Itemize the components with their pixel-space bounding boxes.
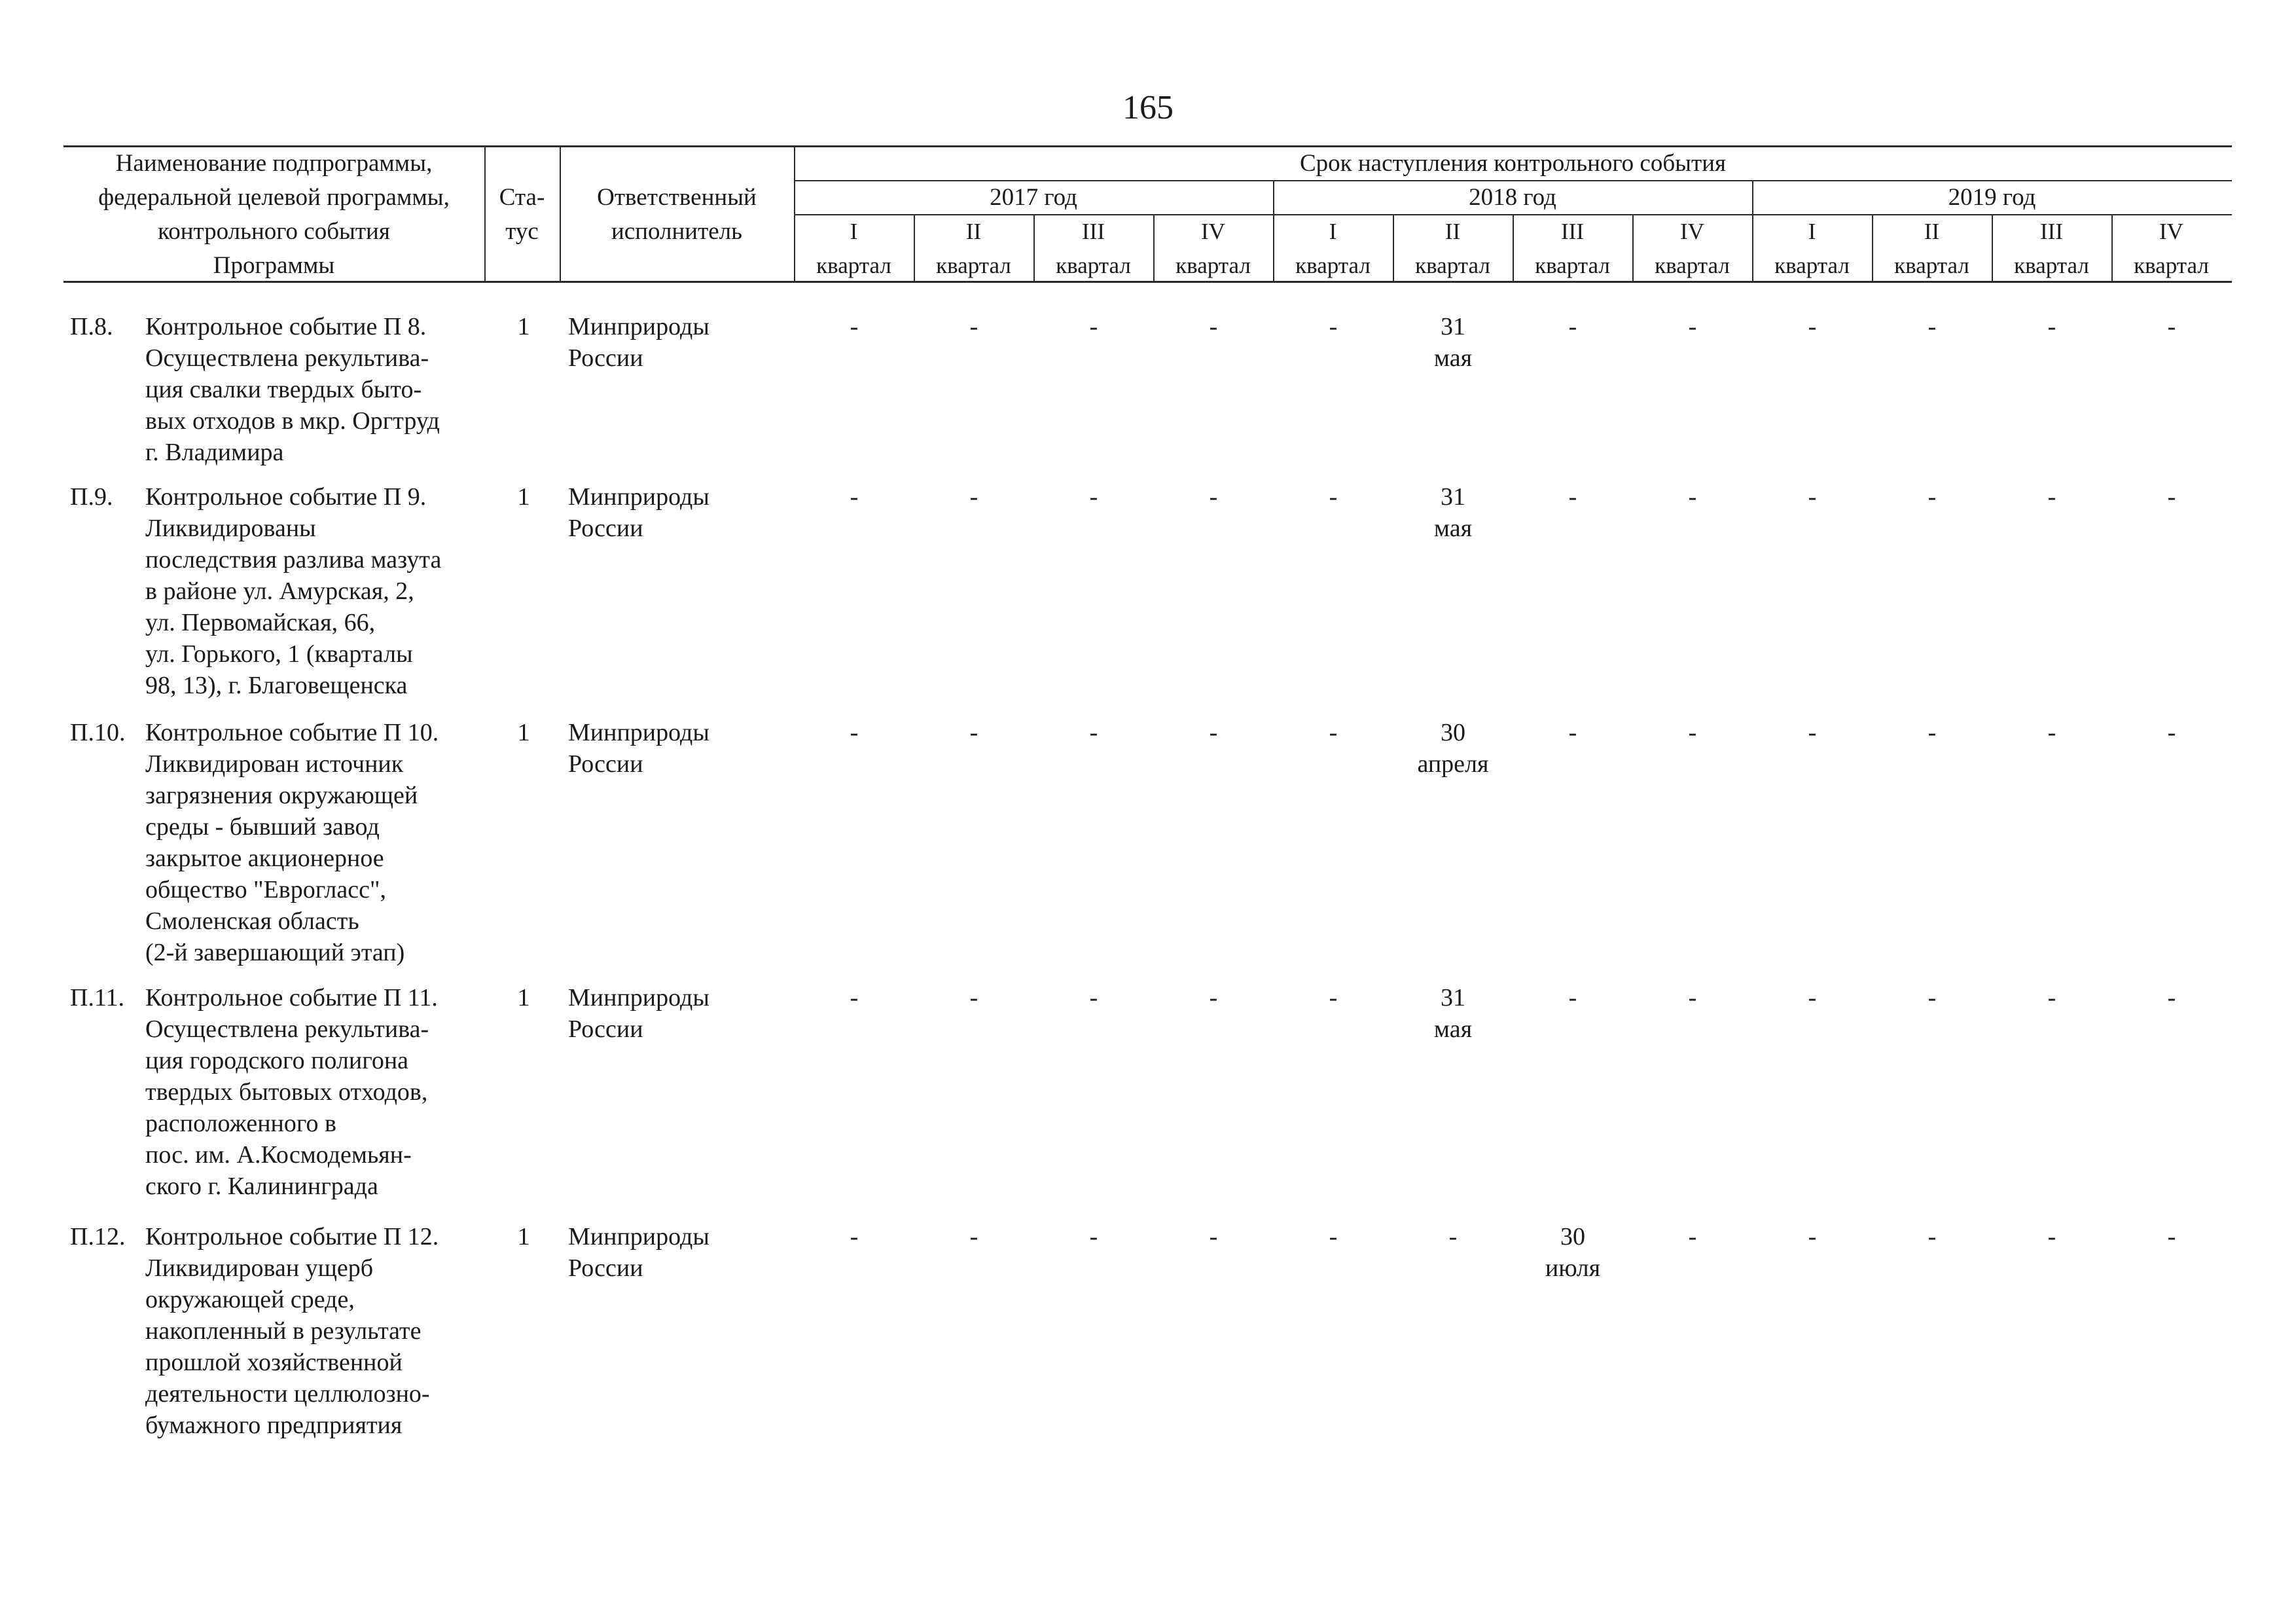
quarter-value (1632, 481, 1753, 513)
quarter-value (1153, 717, 1274, 748)
responsible-line: Минприроды (568, 313, 709, 340)
event-name-line: расположенного в (145, 1110, 336, 1137)
quarter-value (1033, 1221, 1154, 1252)
quarter-header (1033, 215, 1153, 283)
empty-dash: - (1568, 483, 1577, 511)
quarter-value (1513, 982, 1633, 1013)
quarter-value (1992, 982, 2112, 1013)
status-value: 1 (517, 483, 530, 511)
event-name-line: Контрольное событие П 12. (145, 1223, 439, 1250)
empty-dash: - (1808, 719, 1817, 746)
empty-dash: - (1089, 483, 1098, 511)
empty-dash: - (850, 984, 859, 1012)
status-value: 1 (517, 313, 530, 340)
deadline-text: июля (1545, 1254, 1601, 1282)
quarter-value (1273, 481, 1393, 513)
header-responsible-column (560, 181, 794, 249)
quarter-value (1153, 1221, 1274, 1252)
empty-dash: - (1688, 1223, 1697, 1250)
quarter-value (1393, 717, 1513, 780)
responsible-line: России (568, 1254, 643, 1282)
quarter-value (1513, 311, 1633, 342)
row-number: П.11. (70, 984, 125, 1012)
header-name-line: федеральной целевой программы, (98, 184, 450, 211)
quarter-word: квартал (1415, 253, 1490, 278)
quarter-header (1393, 215, 1513, 283)
empty-dash: - (850, 483, 859, 511)
empty-dash: - (1089, 984, 1098, 1012)
quarter-roman: III (2040, 219, 2063, 244)
event-name-line: Смоленская область (145, 907, 359, 935)
event-name-line: накопленный в результате (145, 1317, 422, 1345)
empty-dash: - (850, 719, 859, 746)
empty-dash: - (1928, 483, 1937, 511)
event-name-line: Контрольное событие П 11. (145, 984, 438, 1012)
quarter-value (914, 982, 1034, 1013)
event-name-line: загрязнения окружающей (145, 782, 418, 809)
event-name-line: Ликвидирован источник (145, 750, 404, 778)
quarter-value (1632, 1221, 1753, 1252)
empty-dash: - (2047, 313, 2056, 340)
responsible-line: Минприроды (568, 719, 709, 746)
header-year-2018: 2018 год (1469, 184, 1556, 211)
empty-dash: - (969, 313, 978, 340)
row-number: П.10. (70, 719, 126, 746)
empty-dash: - (1209, 313, 1218, 340)
quarter-value (1992, 717, 2112, 748)
empty-dash: - (1329, 313, 1338, 340)
quarter-roman: I (850, 219, 858, 244)
empty-dash: - (1089, 719, 1098, 746)
quarter-roman: II (1444, 219, 1461, 244)
page-number: 165 (1122, 89, 1174, 126)
quarter-value (1393, 311, 1513, 374)
event-name-line: Контрольное событие П 8. (145, 313, 427, 340)
event-name-line: Ликвидированы (145, 515, 316, 542)
header-status-line: тус (505, 218, 539, 245)
event-name-line: деятельности целлюлозно- (145, 1380, 430, 1408)
quarter-value (794, 982, 914, 1013)
deadline-text: мая (1433, 344, 1473, 372)
header-name-column (63, 147, 484, 283)
empty-dash: - (969, 719, 978, 746)
event-name-line: прошлой хозяйственной (145, 1349, 403, 1376)
quarter-value (1033, 982, 1154, 1013)
empty-dash: - (1808, 313, 1817, 340)
quarter-roman: IV (1680, 219, 1704, 244)
quarter-roman: I (1808, 219, 1816, 244)
event-name (145, 982, 486, 1202)
quarter-value (1033, 481, 1154, 513)
deadline-text: 30 (1441, 719, 1465, 746)
quarter-header (1632, 215, 1752, 283)
quarter-value (1513, 481, 1633, 513)
event-name (145, 481, 486, 701)
quarter-roman: III (1561, 219, 1584, 244)
responsible-line: Минприроды (568, 1223, 709, 1250)
quarter-value (1872, 717, 1992, 748)
quarter-value (1752, 1221, 1873, 1252)
event-name-line: пос. им. А.Космодемьян- (145, 1141, 412, 1169)
status-value: 1 (517, 719, 530, 746)
quarter-value (1273, 982, 1393, 1013)
quarter-value (1153, 311, 1274, 342)
empty-dash: - (1928, 313, 1937, 340)
deadline-text: мая (1433, 1015, 1473, 1043)
header-status-column (484, 181, 560, 249)
empty-dash: - (1329, 719, 1338, 746)
event-name (145, 311, 486, 468)
empty-dash: - (1089, 313, 1098, 340)
responsible-line: России (568, 1015, 643, 1043)
quarter-header (794, 215, 914, 283)
deadline-text: 31 (1441, 483, 1465, 511)
header-name-line: Программы (213, 252, 335, 279)
quarter-value (1632, 311, 1753, 342)
quarter-word: квартал (1175, 253, 1251, 278)
header-responsible-line: исполнитель (611, 218, 743, 245)
quarter-value (794, 717, 914, 748)
quarter-word: квартал (1295, 253, 1371, 278)
quarter-value (794, 311, 914, 342)
quarter-word: квартал (2134, 253, 2209, 278)
quarter-value (1752, 311, 1873, 342)
event-name-line: ция свалки твердых быто- (145, 376, 422, 403)
empty-dash: - (1928, 1223, 1937, 1250)
event-name (145, 717, 486, 968)
quarter-value (2111, 311, 2232, 342)
quarter-roman: I (1329, 219, 1337, 244)
deadline-text: апреля (1417, 750, 1489, 778)
empty-dash: - (1808, 984, 1817, 1012)
responsible-line: России (568, 750, 643, 778)
deadline-text: 31 (1441, 984, 1465, 1012)
quarter-header (1153, 215, 1273, 283)
quarter-word: квартал (1056, 253, 1131, 278)
deadline-text: 31 (1441, 313, 1465, 340)
header-name-line: Наименование подпрограммы, (115, 150, 433, 177)
deadline-text: 30 (1560, 1223, 1585, 1250)
event-name-line: Ликвидирован ущерб (145, 1254, 374, 1282)
empty-dash: - (2047, 1223, 2056, 1250)
quarter-word: квартал (1655, 253, 1730, 278)
empty-dash: - (1329, 483, 1338, 511)
event-name-line: в районе ул. Амурская, 2, (145, 577, 414, 605)
event-name-line: г. Владимира (145, 439, 284, 466)
empty-dash: - (1928, 719, 1937, 746)
empty-dash: - (1928, 984, 1937, 1012)
quarter-roman: IV (2159, 219, 2183, 244)
empty-dash: - (1808, 483, 1817, 511)
event-name-line: ул. Горького, 1 (кварталы (145, 640, 413, 668)
quarter-header (1752, 215, 1872, 283)
quarter-value (914, 717, 1034, 748)
responsible-executor (568, 481, 791, 544)
quarter-value (1632, 717, 1753, 748)
event-name-line: бумажного предприятия (145, 1412, 403, 1439)
quarter-word: квартал (2014, 253, 2089, 278)
quarter-value (914, 1221, 1034, 1252)
quarter-value (1273, 717, 1393, 748)
quarter-header (914, 215, 1033, 283)
quarter-value (794, 481, 914, 513)
quarter-word: квартал (816, 253, 891, 278)
quarter-value (1752, 982, 1873, 1013)
event-name-line: окружающей среде, (145, 1286, 355, 1313)
event-name-line: (2-й завершающий этап) (145, 939, 405, 966)
quarter-value (1992, 1221, 2112, 1252)
status-value: 1 (517, 1223, 530, 1250)
quarter-value (1632, 982, 1753, 1013)
quarter-roman: II (965, 219, 982, 244)
quarter-value (794, 1221, 914, 1252)
empty-dash: - (2047, 719, 2056, 746)
quarter-value (1393, 982, 1513, 1045)
empty-dash: - (1089, 1223, 1098, 1250)
quarter-value (1872, 982, 1992, 1013)
event-name-line: Осуществлена рекультива- (145, 1015, 429, 1043)
event-name-line: последствия разлива мазута (145, 546, 442, 574)
responsible-executor (568, 982, 791, 1045)
quarter-value (914, 311, 1034, 342)
header-year-2019: 2019 год (1948, 184, 2036, 211)
quarter-value (1872, 1221, 1992, 1252)
quarter-value (914, 481, 1034, 513)
quarter-value (1033, 717, 1154, 748)
quarter-value (1273, 311, 1393, 342)
event-name-line: 98, 13), г. Благовещенска (145, 672, 408, 699)
quarter-word: квартал (1535, 253, 1610, 278)
header-deadline-title: Срок наступления контрольного события (1299, 150, 1727, 177)
quarter-header (1992, 215, 2111, 283)
empty-dash: - (850, 313, 859, 340)
event-name-line: Осуществлена рекультива- (145, 344, 429, 372)
quarter-word: квартал (1894, 253, 1969, 278)
empty-dash: - (2167, 719, 2176, 746)
quarter-header (1513, 215, 1632, 283)
empty-dash: - (850, 1223, 859, 1250)
quarter-value (1992, 481, 2112, 513)
empty-dash: - (2167, 483, 2176, 511)
quarter-word: квартал (936, 253, 1011, 278)
header-responsible-line: Ответственный (597, 184, 757, 211)
header-year-2017: 2017 год (990, 184, 1077, 211)
quarter-value (1872, 481, 1992, 513)
quarter-value (1872, 311, 1992, 342)
empty-dash: - (1209, 719, 1218, 746)
event-name-line: Контрольное событие П 10. (145, 719, 439, 746)
deadline-text: мая (1433, 515, 1473, 542)
quarter-value (1393, 481, 1513, 544)
empty-dash: - (1568, 984, 1577, 1012)
event-name-line: ул. Первомайская, 66, (145, 609, 376, 636)
empty-dash: - (969, 483, 978, 511)
responsible-executor (568, 1221, 791, 1284)
responsible-executor (568, 717, 791, 780)
empty-dash: - (2047, 984, 2056, 1012)
event-name-line: среды - бывший завод (145, 813, 380, 841)
quarter-roman: III (1082, 219, 1105, 244)
quarter-header (1273, 215, 1393, 283)
quarter-value (1153, 982, 1274, 1013)
event-name-line: ция городского полигона (145, 1047, 409, 1074)
empty-dash: - (1688, 719, 1697, 746)
empty-dash: - (969, 984, 978, 1012)
empty-dash: - (1329, 1223, 1338, 1250)
empty-dash: - (1688, 313, 1697, 340)
empty-dash: - (1209, 984, 1218, 1012)
row-number: П.9. (70, 483, 113, 511)
row-number: П.8. (70, 313, 113, 340)
quarter-value (1033, 311, 1154, 342)
quarter-header (2111, 215, 2231, 283)
event-name-line: вых отходов в мкр. Оргтруд (145, 407, 440, 435)
status-value: 1 (517, 984, 530, 1012)
empty-dash: - (1209, 483, 1218, 511)
quarter-value (2111, 982, 2232, 1013)
header-status-line: Ста- (499, 184, 545, 211)
empty-dash: - (2167, 1223, 2176, 1250)
quarter-roman: II (1924, 219, 1940, 244)
quarter-value (2111, 1221, 2232, 1252)
quarter-value (1513, 717, 1633, 748)
empty-dash: - (2167, 984, 2176, 1012)
responsible-executor (568, 311, 791, 374)
quarter-roman: IV (1201, 219, 1225, 244)
event-name-line: закрытое акционерное (145, 845, 384, 872)
quarter-header (1872, 215, 1992, 283)
empty-dash: - (1808, 1223, 1817, 1250)
quarter-value (1393, 1221, 1513, 1252)
event-name-line: Контрольное событие П 9. (145, 483, 427, 511)
responsible-line: России (568, 515, 643, 542)
quarter-value (1273, 1221, 1393, 1252)
responsible-line: Минприроды (568, 483, 709, 511)
empty-dash: - (1568, 313, 1577, 340)
event-name-line: ского г. Калининграда (145, 1173, 378, 1200)
quarter-value (1992, 311, 2112, 342)
quarter-word: квартал (1774, 253, 1850, 278)
empty-dash: - (1209, 1223, 1218, 1250)
empty-dash: - (2167, 313, 2176, 340)
quarter-value (2111, 481, 2232, 513)
event-name-line: общество "Еврогласс", (145, 876, 386, 903)
header-name-line: контрольного события (158, 218, 390, 245)
quarter-value (1513, 1221, 1633, 1284)
empty-dash: - (1688, 483, 1697, 511)
empty-dash: - (1688, 984, 1697, 1012)
quarter-value (1752, 481, 1873, 513)
empty-dash: - (969, 1223, 978, 1250)
quarter-value (1153, 481, 1274, 513)
empty-dash: - (2047, 483, 2056, 511)
quarter-value (1752, 717, 1873, 748)
row-number: П.12. (70, 1223, 126, 1250)
responsible-line: Минприроды (568, 984, 709, 1012)
event-name (145, 1221, 486, 1441)
empty-dash: - (1448, 1223, 1458, 1250)
empty-dash: - (1568, 719, 1577, 746)
quarter-value (2111, 717, 2232, 748)
responsible-line: России (568, 344, 643, 372)
empty-dash: - (1329, 984, 1338, 1012)
event-name-line: твердых бытовых отходов, (145, 1078, 428, 1106)
